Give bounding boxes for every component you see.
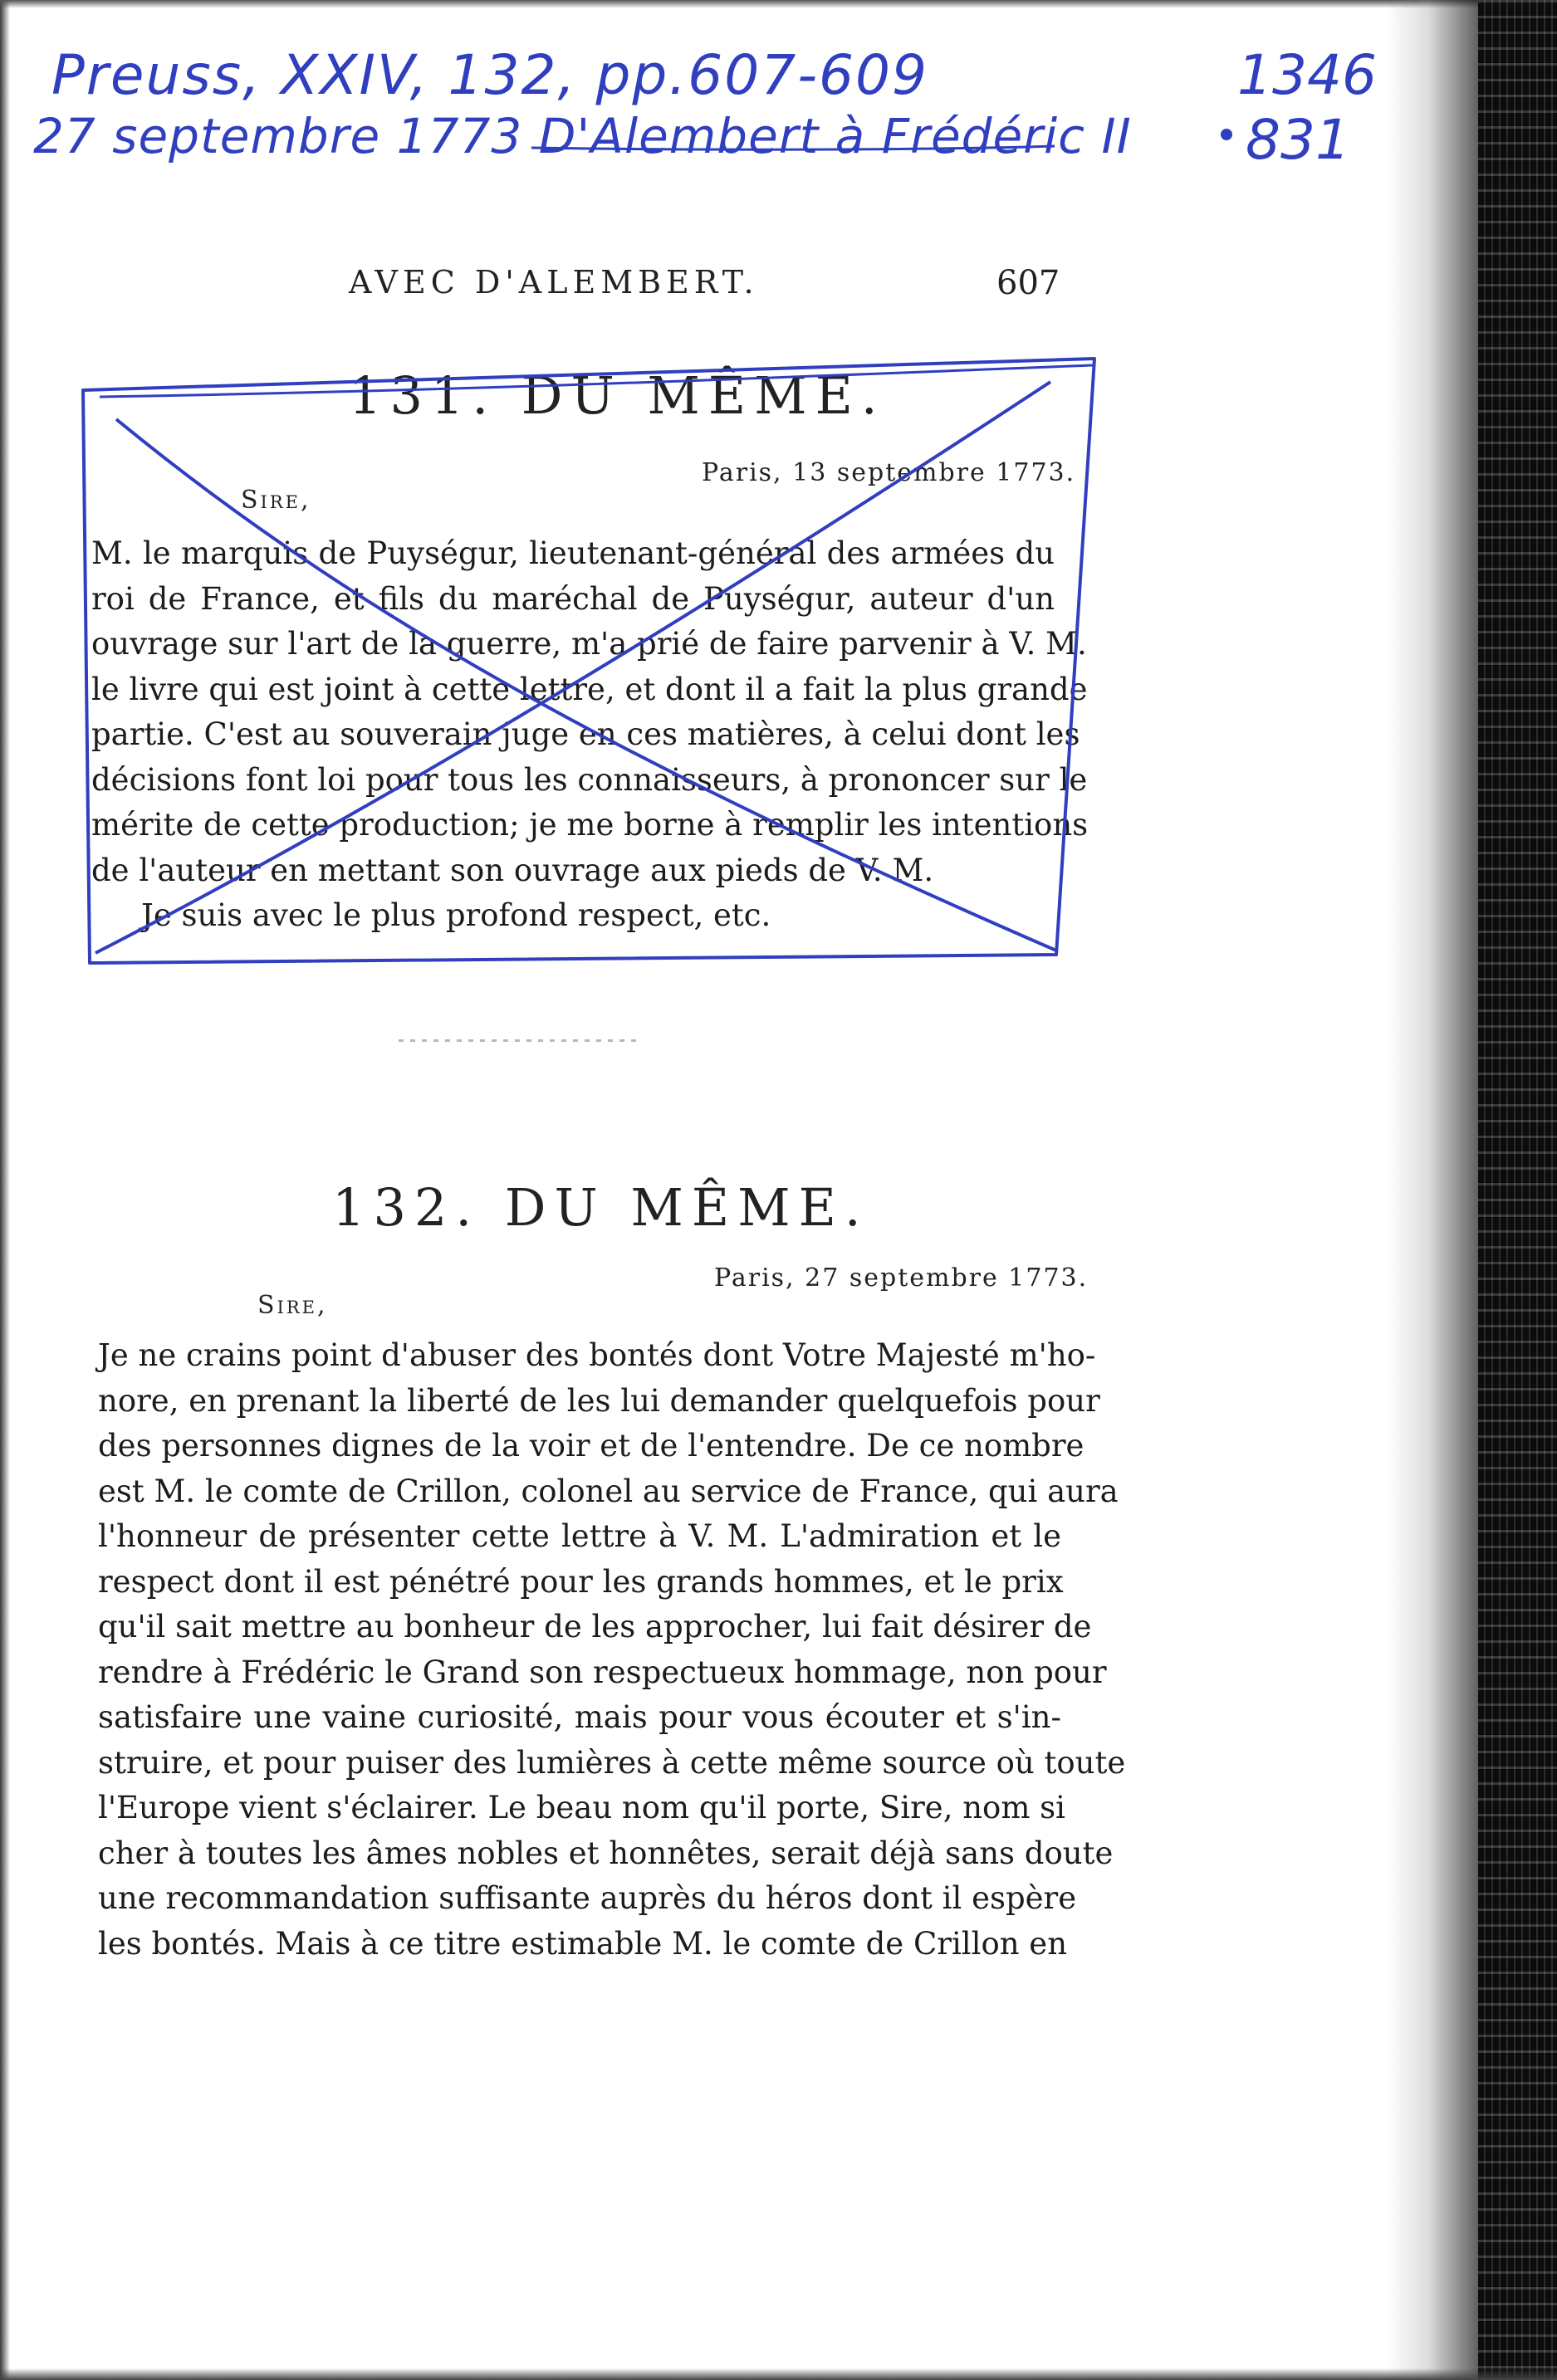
letter-131-body (91, 531, 1089, 939)
handwritten-number-bottom: 831 (1246, 108, 1350, 172)
section-divider (399, 1039, 639, 1042)
text-line: est M. le comte de Crillon, colonel au service de France, qui aura (98, 1473, 1119, 1509)
letter-132-date: Paris, 27 septembre 1773. (714, 1263, 1089, 1293)
text-line: respect dont il est pénétré pour les grands hommes, et le prix (98, 1563, 1064, 1600)
text-line: les bontés. Mais à ce titre estimable M. le comte de Crillon en (98, 1925, 1068, 1962)
letter-132-salutation: Sire, (257, 1291, 328, 1320)
letter-131-title: 131. DU MÊME. (349, 365, 886, 426)
running-head: AVEC D'ALEMBERT. (349, 264, 759, 301)
text-line: mérite de cette production; je me borne à remplir les intentions (91, 807, 1089, 843)
blue-ink-dot (1221, 129, 1232, 140)
text-line: M. le marquis de Puységur, lieutenant-général des armées du (91, 535, 1055, 571)
letter-131-date: Paris, 13 septembre 1773. (702, 458, 1076, 487)
text-line: une recommandation suffisante auprès du héros dont il espère (98, 1880, 1077, 1916)
text-line: l'Europe vient s'éclairer. Le beau nom qu'il porte, Sire, nom si (98, 1790, 1065, 1825)
letter-131-closing: Je suis avec le plus profond respect, etc. (141, 897, 771, 933)
text-line: le livre qui est joint à cette lettre, et dont il a fait la plus grande (91, 671, 1088, 707)
scan-top-edge (0, 0, 1557, 8)
text-line: rendre à Frédéric le Grand son respectueux hommage, non pour (98, 1654, 1107, 1690)
text-line: décisions font loi pour tous les connaisseurs, à prononcer sur le (91, 761, 1088, 798)
text-line: partie. C'est au souverain juge en ces matières, à celui dont les (91, 716, 1080, 752)
page-number: 607 (996, 264, 1060, 302)
text-line: struire, et pour puiser des lumières à cette même source où toute (98, 1744, 1126, 1781)
text-line: Je ne crains point d'abuser des bontés dont Votre Majesté m'ho- (98, 1337, 1096, 1373)
handwritten-reference: Preuss, XXIV, 132, pp.607-609 (51, 43, 928, 107)
text-line: de l'auteur en mettant son ouvrage aux pieds de V. M. (91, 852, 934, 888)
text-line: qu'il sait mettre au bonheur de les approcher, lui fait désirer de (98, 1609, 1092, 1644)
text-line: des personnes dignes de la voir et de l'entendre. De ce nombre (98, 1428, 1085, 1464)
letter-131-salutation: Sire, (241, 486, 311, 515)
page-gutter-shadow (1387, 0, 1478, 2380)
text-line: satisfaire une vaine curiosité, mais pour vous écouter et s'in- (98, 1699, 1061, 1735)
text-line: roi de France, et fils du maréchal de Puységur, auteur d'un (91, 580, 1055, 617)
text-line: l'honneur de présenter cette lettre à V. M. L'admiration et le (98, 1518, 1061, 1554)
book-edge (1478, 0, 1557, 2380)
text-line: nore, en prenant la liberté de les lui demander quelquefois pour (98, 1382, 1100, 1419)
scan-left-edge (0, 0, 10, 2380)
letter-132-title: 132. DU MÊME. (332, 1177, 869, 1238)
text-line: cher à toutes les âmes nobles et honnêtes, serait déjà sans doute (98, 1835, 1114, 1871)
scan-bottom-edge (0, 2368, 1557, 2380)
text-line: ouvrage sur l'art de la guerre, m'a prié de faire parvenir à V. M. (91, 626, 1087, 662)
handwritten-number-top: 1346 (1237, 43, 1377, 107)
letter-132-body (98, 1333, 1126, 1967)
handwritten-date-line: 27 septembre 1773 D'Alembert à Frédéric II (33, 108, 1132, 164)
